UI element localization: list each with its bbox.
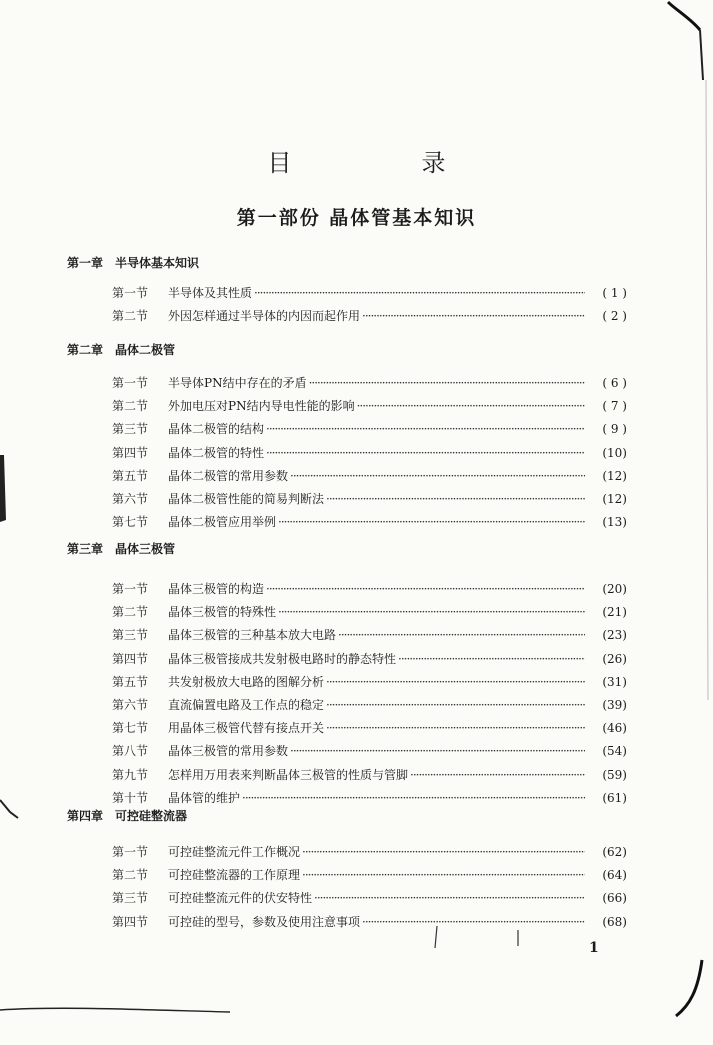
page-ref: ( 2 ) [602,309,627,324]
page-ref: (46) [602,721,627,736]
chapter-2 [67,339,627,534]
page-ref: (39) [602,697,627,712]
section-title: 半导体及其性质 [168,286,253,300]
page-ref: (12) [602,468,627,483]
toc-entry[interactable] [67,911,627,934]
toc-entry[interactable] [67,578,627,601]
section-number: 第四节 [112,445,149,460]
page-ref: ( 6 ) [602,376,627,390]
chapter-heading [67,805,627,827]
chapter-number: 第三章 [67,542,104,556]
dot-leader [314,887,585,910]
dot-leader [278,511,585,534]
page-ref: ( 7 ) [602,399,627,414]
section-title: 晶体管的维护 [168,790,241,805]
toc-entry[interactable] [67,648,627,671]
dot-leader [254,282,585,305]
section-number: 第一节 [112,582,149,596]
chapter-name: 可控硅整流器 [115,809,188,823]
chapter-name: 晶体三极管 [115,542,176,556]
section-number: 第五节 [112,674,149,689]
toc-entry[interactable] [67,282,627,305]
page-ref: (31) [602,674,627,689]
chapter-name: 半导体基本知识 [115,256,200,270]
toc-entry[interactable] [67,418,627,441]
dot-leader [266,442,585,465]
section-title: 晶体二极管的结构 [168,422,265,437]
toc-entry[interactable] [67,694,627,717]
section-number: 第二节 [112,868,149,883]
dot-leader [302,864,585,887]
toc-entry[interactable] [67,841,627,864]
section-title: 晶体三极管的特殊性 [168,605,277,620]
toc-entry[interactable] [67,764,627,787]
toc-entry[interactable] [67,624,627,647]
section-number: 第二节 [112,309,149,324]
section-title: 晶体三极管的三种基本放大电路 [168,628,337,643]
section-number: 第一节 [112,286,149,300]
section-number: 第九节 [112,767,149,782]
dot-leader [357,395,585,418]
chapter-heading [67,538,627,560]
section-title: 晶体二极管应用举例 [168,515,277,530]
page-ref: (23) [602,628,627,643]
section-number: 第二节 [112,605,149,620]
dot-leader [362,911,585,934]
chapter-1 [67,252,627,328]
dot-leader [290,740,585,763]
page-ref: (26) [602,651,627,666]
page-title: 目录 [267,149,576,177]
page-number: 1 [589,940,599,956]
section-number: 第一节 [112,845,149,859]
section-number: 第六节 [112,491,149,506]
page-ref: (66) [602,891,627,906]
dot-leader [302,841,585,864]
page-ref: (68) [602,914,627,929]
dot-leader [410,764,585,787]
section-title: 半导体PN结中存在的矛盾 [168,376,307,390]
page-ref: ( 1 ) [602,286,627,300]
section-number: 第四节 [112,651,149,666]
chapter-number: 第二章 [67,343,104,357]
section-title: 用晶体三极管代替有接点开关 [168,721,325,736]
page-ref: (20) [602,582,627,596]
section-number: 第六节 [112,697,149,712]
chapter-number: 第一章 [67,256,104,270]
dot-leader [266,578,585,601]
page-ref: (61) [602,790,627,805]
section-title: 直流偏置电路及工作点的稳定 [168,697,325,712]
dot-leader [326,717,585,740]
chapter-heading [67,252,627,274]
section-title: 可控硅整流器的工作原理 [168,868,301,883]
dot-leader [338,624,585,647]
section-number: 第二节 [112,399,149,414]
section-title: 外加电压对PN结内导电性能的影响 [168,399,355,414]
page-ref: (62) [602,845,627,859]
toc-entry[interactable] [67,465,627,488]
section-number: 第一节 [112,376,149,390]
section-title: 可控硅整流元件的伏安特性 [168,891,313,906]
section-number: 第四节 [112,914,149,929]
page-ref: (21) [602,605,627,620]
section-title: 晶体三极管的常用参数 [168,744,289,759]
page-ref: ( 9 ) [602,422,627,437]
dot-leader [362,305,585,328]
toc-entry[interactable] [67,442,627,465]
dot-leader [326,488,585,511]
dot-leader [266,418,585,441]
dot-leader [290,465,585,488]
chapter-name: 晶体二极管 [115,343,176,357]
toc-entry[interactable] [67,717,627,740]
chapter-heading [67,339,627,361]
toc-entry[interactable] [67,601,627,624]
dot-leader [326,671,585,694]
section-number: 第十节 [112,790,149,805]
section-number: 第七节 [112,721,149,736]
chapter-4 [67,805,627,934]
section-number: 第三节 [112,628,149,643]
page-ref: (12) [602,491,627,506]
section-number: 第八节 [112,744,149,759]
section-number: 第七节 [112,515,149,530]
section-title: 共发射极放大电路的图解分析 [168,674,325,689]
section-number: 第五节 [112,468,149,483]
page-ref: (64) [602,868,627,883]
toc-entry[interactable] [67,887,627,910]
page-ref: (13) [602,515,627,530]
section-title: 外因怎样通过半导体的内因而起作用 [168,309,361,324]
dot-leader [326,694,585,717]
section-number: 第三节 [112,891,149,906]
section-title: 晶体三极管的构造 [168,582,265,596]
section-title: 可控硅整流元件工作概况 [168,845,301,859]
toc-entry[interactable] [67,372,627,395]
toc-entry[interactable] [67,671,627,694]
page-ref: (59) [602,767,627,782]
section-number: 第三节 [112,422,149,437]
section-title: 晶体二极管的特性 [168,445,265,460]
chapter-3 [67,538,627,810]
dot-leader [309,372,585,395]
toc-entry[interactable] [67,305,627,328]
dot-leader [278,601,585,624]
toc-entry[interactable] [67,740,627,763]
toc-entry[interactable] [67,488,627,511]
toc-entry[interactable] [67,395,627,418]
section-title: 可控硅的型号，参数及使用注意事项 [168,914,361,929]
part-heading: 第一部份 晶体管基本知识 [236,207,477,229]
page-ref: (10) [602,445,627,460]
toc-entry[interactable] [67,511,627,534]
section-title: 晶体三极管接成共发射极电路时的静态特性 [168,651,397,666]
dot-leader [398,648,585,671]
section-title: 晶体二极管性能的简易判断法 [168,491,325,506]
chapter-number: 第四章 [67,809,104,823]
section-title: 晶体二极管的常用参数 [168,468,289,483]
toc-entry[interactable] [67,864,627,887]
page-ref: (54) [602,744,627,759]
section-title: 怎样用万用表来判断晶体三极管的性质与管脚 [168,767,409,782]
